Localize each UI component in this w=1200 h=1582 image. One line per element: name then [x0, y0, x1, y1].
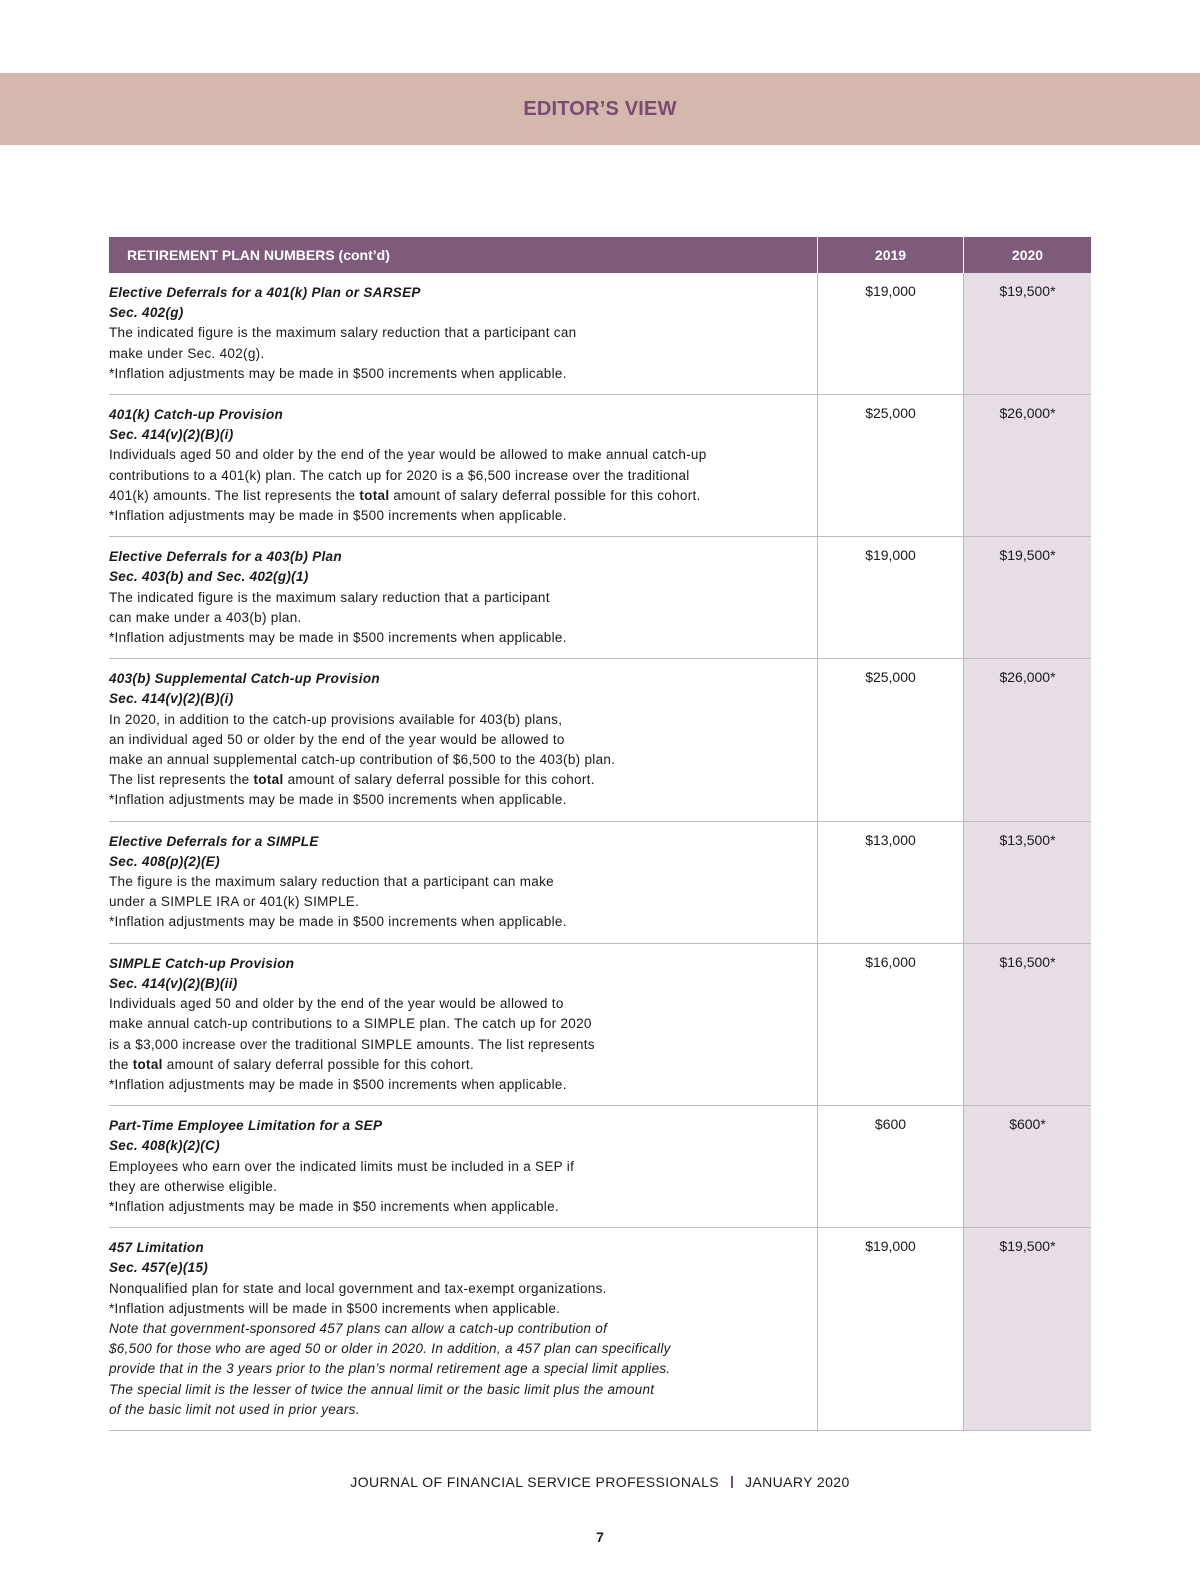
text-post: amount of salary deferral possible for this cohort.	[389, 487, 701, 503]
row-text: an individual aged 50 or older by the end of the year would be allowed to	[109, 731, 565, 747]
row-description	[109, 273, 818, 394]
row-text	[109, 1055, 799, 1075]
row-text: they are otherwise eligible.	[109, 1178, 278, 1194]
row-note: provide that in the 3 years prior to the plan’s normal retirement age a special limit applies.	[109, 1361, 671, 1377]
table-row	[109, 395, 1091, 537]
row-section: Sec. 402(g)	[109, 305, 184, 321]
value-2020: $19,500*	[964, 1228, 1091, 1430]
row-text: Individuals aged 50 and older by the end of the year would be allowed to	[109, 996, 564, 1012]
row-section: Sec. 403(b) and Sec. 402(g)(1)	[109, 569, 309, 585]
text-pre: 401(k) amounts. The list represents the	[109, 487, 360, 503]
row-text: make under Sec. 402(g).	[109, 345, 265, 361]
row-text: contributions to a 401(k) plan. The catch up for 2020 is a $6,500 increase over the traditional	[109, 467, 690, 483]
row-section: Sec. 408(p)(2)(E)	[109, 853, 220, 869]
row-text: is a $3,000 increase over the traditional SIMPLE amounts. The list represents	[109, 1036, 595, 1052]
value-2019: $19,000	[818, 1228, 964, 1430]
row-text: make annual catch-up contributions to a SIMPLE plan. The catch up for 2020	[109, 1016, 592, 1032]
row-title: SIMPLE Catch-up Provision	[109, 955, 295, 971]
issue-date: JANUARY 2020	[745, 1474, 850, 1490]
row-note: The special limit is the lesser of twice the annual limit or the basic limit plus the amount	[109, 1381, 655, 1397]
row-text: *Inflation adjustments may be made in $500 increments when applicable.	[109, 914, 567, 930]
value-2019: $25,000	[818, 659, 964, 820]
row-text: The figure is the maximum salary reduction that a participant can make	[109, 874, 554, 890]
row-section: Sec. 408(k)(2)(C)	[109, 1138, 220, 1154]
row-section: Sec. 414(v)(2)(B)(i)	[109, 427, 234, 443]
row-note: of the basic limit not used in prior years.	[109, 1401, 360, 1417]
row-text: Individuals aged 50 and older by the end of the year would be allowed to make annual catch-up	[109, 447, 707, 463]
table-row	[109, 659, 1091, 821]
text-pre: the	[109, 1056, 133, 1072]
row-title: Part-Time Employee Limitation for a SEP	[109, 1118, 383, 1134]
page-number: 7	[596, 1529, 604, 1545]
row-text: In 2020, in addition to the catch-up provisions available for 403(b) plans,	[109, 711, 563, 727]
row-title: 457 Limitation	[109, 1240, 204, 1256]
row-text: under a SIMPLE IRA or 401(k) SIMPLE.	[109, 894, 360, 910]
row-description	[109, 1228, 818, 1430]
value-2020: $600*	[964, 1106, 1091, 1227]
row-note: Note that government-sponsored 457 plans can allow a catch-up contribution of	[109, 1320, 608, 1336]
row-text	[109, 770, 799, 790]
value-2020: $26,000*	[964, 395, 1091, 536]
row-title: 403(b) Supplemental Catch-up Provision	[109, 671, 380, 687]
header-2019: 2019	[818, 237, 964, 273]
value-2020: $16,500*	[964, 944, 1091, 1105]
value-2019: $25,000	[818, 395, 964, 536]
footer-divider	[731, 1476, 733, 1488]
table-header	[109, 237, 1091, 273]
row-title: Elective Deferrals for a 403(b) Plan	[109, 549, 342, 565]
table-row	[109, 273, 1091, 395]
row-text: Nonqualified plan for state and local government and tax-exempt organizations.	[109, 1280, 607, 1296]
header-2020: 2020	[1011, 247, 1044, 263]
value-2019: $16,000	[818, 944, 964, 1105]
row-description	[109, 822, 818, 943]
row-text: The indicated figure is the maximum salary reduction that a participant	[109, 589, 550, 605]
journal-name: JOURNAL OF FINANCIAL SERVICE PROFESSIONALS	[350, 1474, 719, 1490]
value-2020: $19,500*	[964, 537, 1091, 658]
bold-total: total	[359, 487, 390, 503]
value-2019: $600	[818, 1106, 964, 1227]
row-description	[109, 1106, 818, 1227]
bold-total: total	[253, 772, 284, 788]
value-2019: $19,000	[818, 537, 964, 658]
table-row	[109, 537, 1091, 659]
value-2020: $13,500*	[964, 822, 1091, 943]
text-post: amount of salary deferral possible for this cohort.	[283, 772, 595, 788]
header-label: RETIREMENT PLAN NUMBERS (cont’d)	[109, 237, 818, 273]
value-2020: $26,000*	[964, 659, 1091, 820]
row-title: Elective Deferrals for a 401(k) Plan or SARSEP	[109, 285, 421, 300]
row-text: *Inflation adjustments may be made in $500 increments when applicable.	[109, 630, 567, 646]
banner-title: EDITOR’S VIEW	[523, 97, 677, 120]
row-text: *Inflation adjustments may be made in $500 increments when applicable.	[109, 1076, 567, 1092]
row-text	[109, 486, 799, 506]
text-post: amount of salary deferral possible for this cohort.	[162, 1056, 474, 1072]
table-row	[109, 944, 1091, 1106]
row-description	[109, 537, 818, 658]
row-title: Elective Deferrals for a SIMPLE	[109, 833, 319, 849]
table-row	[109, 822, 1091, 944]
row-title: 401(k) Catch-up Provision	[109, 407, 284, 423]
row-text: *Inflation adjustments may be made in $500 increments when applicable.	[109, 365, 567, 381]
row-section: Sec. 414(v)(2)(B)(ii)	[109, 975, 238, 991]
page-footer	[0, 1474, 1200, 1490]
row-text: make an annual supplemental catch-up contribution of $6,500 to the 403(b) plan.	[109, 752, 616, 768]
row-description	[109, 659, 818, 820]
value-2020: $19,500*	[964, 273, 1091, 394]
row-description	[109, 395, 818, 536]
row-section: Sec. 414(v)(2)(B)(i)	[109, 691, 234, 707]
row-description	[109, 944, 818, 1105]
row-text: can make under a 403(b) plan.	[109, 609, 302, 625]
retirement-plan-table	[109, 237, 1091, 1431]
text-pre: The list represents the	[109, 772, 254, 788]
value-2019: $13,000	[818, 822, 964, 943]
bold-total: total	[132, 1056, 163, 1072]
table-row	[109, 1106, 1091, 1228]
value-2019: $19,000	[818, 273, 964, 394]
row-text: *Inflation adjustments will be made in $500 increments when applicable.	[109, 1300, 561, 1316]
row-text: *Inflation adjustments may be made in $500 increments when applicable.	[109, 508, 567, 524]
row-text: Employees who earn over the indicated limits must be included in a SEP if	[109, 1158, 575, 1174]
table-row	[109, 1228, 1091, 1431]
row-note: $6,500 for those who are aged 50 or older in 2020. In addition, a 457 plan can specifically	[109, 1341, 671, 1357]
row-text: *Inflation adjustments may be made in $50 increments when applicable.	[109, 1198, 559, 1214]
row-text: *Inflation adjustments may be made in $500 increments when applicable.	[109, 792, 567, 808]
row-section: Sec. 457(e)(15)	[109, 1260, 209, 1276]
section-banner	[0, 73, 1200, 145]
row-text: The indicated figure is the maximum salary reduction that a participant can	[109, 325, 577, 341]
